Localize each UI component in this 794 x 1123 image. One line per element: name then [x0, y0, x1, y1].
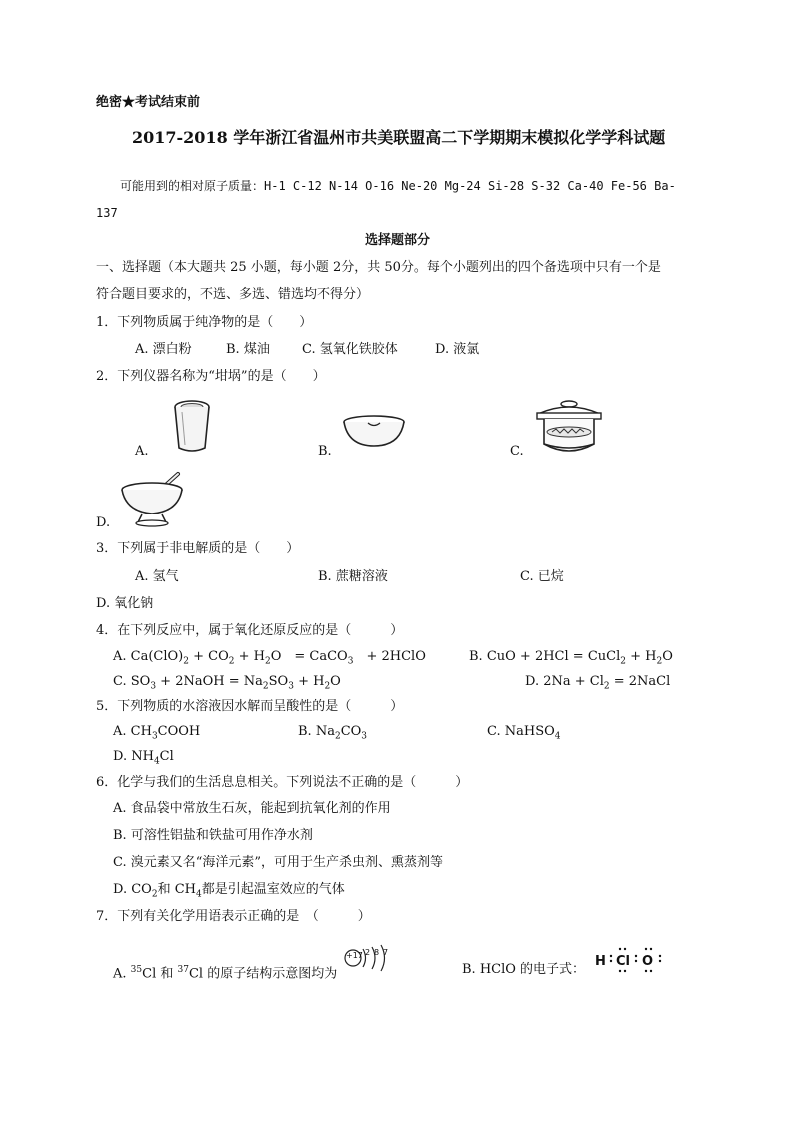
- atom-shell-1: 2: [365, 948, 371, 957]
- lewis-cl: Cl: [616, 954, 630, 969]
- q6-stem: 6．化学与我们的生活息息相关。下列说法不正确的是（ ）: [96, 775, 469, 790]
- q3-option-b: B. 蔗糖溶液: [318, 569, 388, 584]
- secret-label: 绝密★考试结束前: [96, 95, 201, 110]
- q6-option-b: B. 可溶性铝盐和铁盐可用作净水剂: [113, 828, 313, 843]
- q5-option-b: B. $Na_2CO_3$: [298, 724, 368, 742]
- atomic-mass-line-1: 可能用到的相对原子质量：H-1 C-12 N-14 O-16 Ne-20 Mg-24 Si-28 S-32 Ca-40 Fe-56 Ba-: [120, 179, 676, 193]
- q2-stem: 2．下列仪器名称为“坩埚”的是（ ）: [96, 369, 326, 384]
- q3-option-c: C. 已烷: [520, 569, 564, 584]
- atom-shell-2: 8: [374, 948, 380, 957]
- section-intro-2: 符合题目要求的，不选、多选、错选均不得分）: [96, 287, 370, 302]
- q4-option-c: C. $SO_3$ + 2NaOH = $Na_2SO_3 + H_2O$: [113, 674, 341, 692]
- q1-option-b: B. 煤油: [226, 342, 270, 357]
- q5-option-d: D. $NH_4Cl$: [113, 749, 174, 767]
- q4-option-a: A. $Ca(ClO)_2 + CO_2 + H_2O$ = CaCO$_3$ + 2HClO: [113, 649, 426, 667]
- q2-option-b: B.: [318, 444, 332, 459]
- lewis-h: H: [595, 954, 606, 969]
- q2-option-a: A.: [135, 444, 149, 459]
- evaporating-dish-image: [340, 414, 408, 450]
- q6-option-d: D. $CO_2$和 $CH_4$都是引起温室效应的气体: [113, 882, 345, 900]
- sieve-dish-image: [534, 398, 604, 460]
- q7-option-b: B. HClO 的电子式：: [462, 962, 586, 977]
- q1-option-c: C. 氢氧化铁胶体: [302, 342, 398, 357]
- q7-option-a: A. $^{35}$Cl 和 $^{37}$Cl 的原子结构示意图均为: [113, 965, 338, 982]
- q3-option-d: D. 氧化钠: [96, 596, 154, 611]
- lewis-o: O: [642, 954, 654, 969]
- q4-option-d: D. $2Na + Cl_2$ = 2NaCl: [525, 674, 671, 692]
- q5-option-a: A. $CH_3COOH$: [113, 724, 201, 742]
- lewis-electron-dots-icon: [604, 946, 666, 974]
- atom-nucleus-label: +17: [346, 951, 363, 960]
- q4-option-b: B. CuO + 2HCl = CuCl$_2$ + $H_2O$: [469, 649, 673, 667]
- q5-option-c: C. NaHSO$_4$: [487, 724, 561, 742]
- atom-shell-3: 7: [383, 948, 389, 957]
- q5-stem: 5．下列物质的水溶液因水解而呈酸性的是（ ）: [96, 699, 404, 714]
- section-intro-1: 一、选择题（本大题共 25 小题，每小题 2分，共 50分。每个小题列出的四个备选项中只有一个是: [96, 260, 661, 275]
- atomic-mass-line-2: 137: [96, 206, 118, 220]
- q4-stem: 4．在下列反应中，属于氧化还原反应的是（ ）: [96, 623, 404, 638]
- q1-stem: 1．下列物质属于纯净物的是（ ）: [96, 315, 313, 330]
- crucible-image: [164, 398, 220, 456]
- q1-option-d: D. 液氯: [435, 342, 480, 357]
- q2-option-c: C.: [510, 444, 524, 459]
- q6-option-a: A. 食品袋中常放生石灰，能起到抗氧化剂的作用: [113, 801, 391, 816]
- mortar-pestle-image: [116, 468, 188, 528]
- q6-option-c: C. 溴元素又名“海洋元素”，可用于生产杀虫剂、熏蒸剂等: [113, 855, 444, 870]
- q2-option-d: D.: [96, 515, 111, 530]
- q3-option-a: A. 氢气: [135, 569, 179, 584]
- q7-stem: 7．下列有关化学用语表示正确的是 （ ）: [96, 909, 371, 924]
- section-title: 选择题部分: [365, 233, 431, 248]
- q3-stem: 3．下列属于非电解质的是（ ）: [96, 541, 300, 556]
- q1-option-a: A. 漂白粉: [135, 342, 192, 357]
- page-title: 2017-2018 学年浙江省温州市共美联盟高二下学期期末模拟化学学科试题: [132, 128, 666, 147]
